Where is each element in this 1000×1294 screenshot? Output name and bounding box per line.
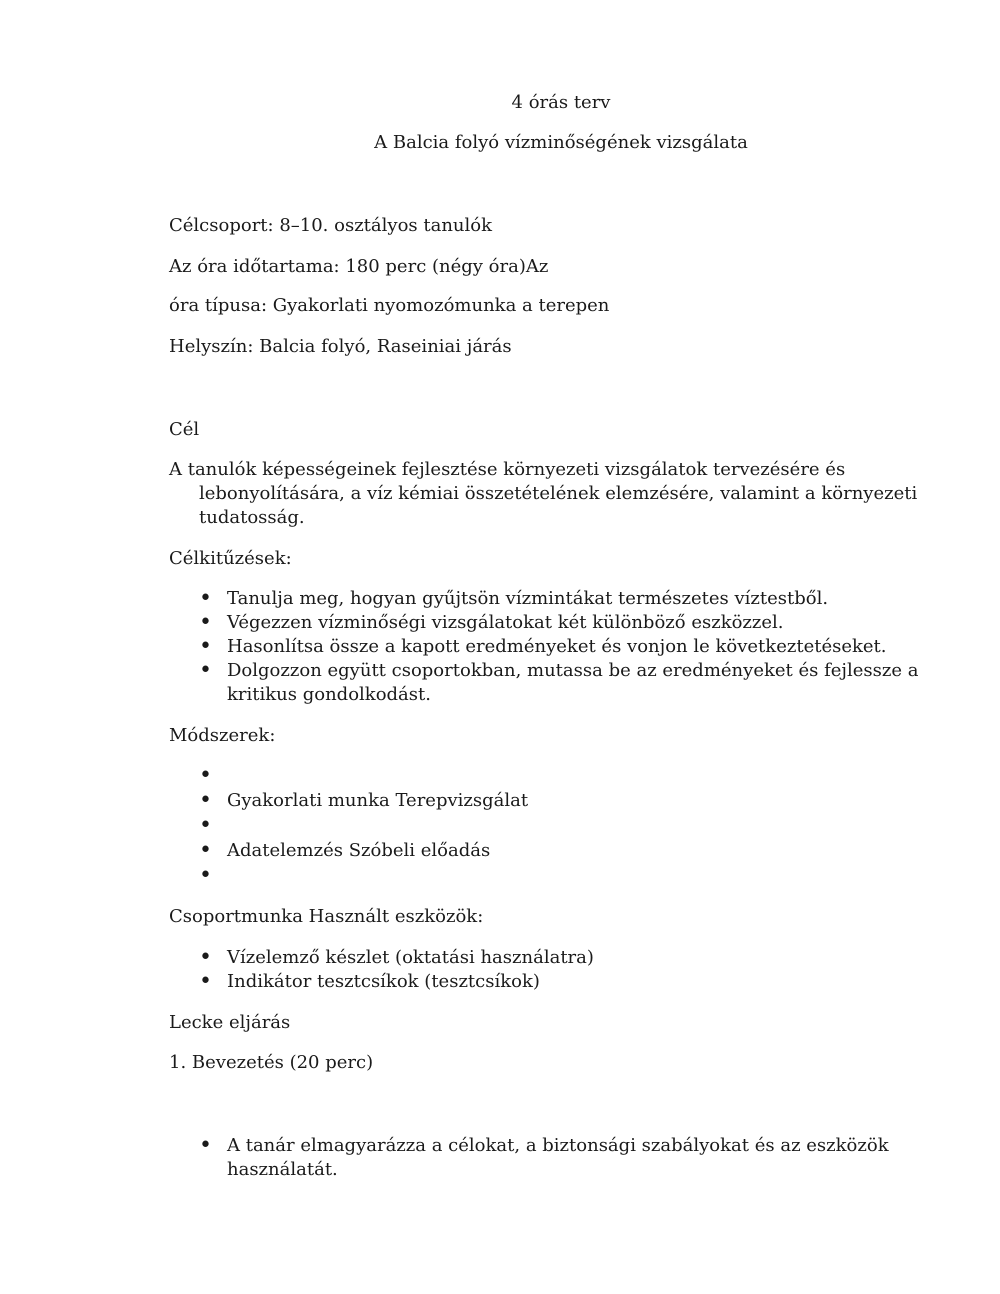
list-item: • Tanulja meg, hogyan gyűjtsön vízmintákat természetes víztestből.	[199, 586, 829, 611]
target-group: Célcsoport: 8–10. osztályos tanulók	[169, 215, 493, 236]
list-item: • Vízelemző készlet (oktatási használatra)	[199, 945, 594, 970]
bullet-icon: •	[199, 838, 212, 863]
page-title: 4 órás terv	[511, 92, 611, 113]
list-item: • Adatelemzés Szóbeli előadás	[199, 838, 491, 863]
list-item: • Dolgozzon együtt csoportokban, mutassa be az eredményeket és fejlessze a kritikus gondolkodást.	[199, 658, 919, 705]
objectives-heading: Célkitűzések:	[169, 548, 292, 569]
objectives-list	[169, 587, 929, 707]
procedure-step-1: 1. Bevezetés (20 perc)	[169, 1052, 374, 1073]
bullet-icon: •	[199, 788, 212, 813]
list-item: • A tanár elmagyarázza a célokat, a biztonsági szabályokat és az eszközök használatát.	[199, 1133, 889, 1180]
goal-heading: Cél	[169, 419, 200, 440]
bullet-icon: •	[199, 763, 212, 788]
bullet-icon: •	[199, 610, 212, 635]
bullet-icon: •	[199, 1133, 212, 1158]
goal-text: A tanulók képességeinek fejlesztése környezeti vizsgálatok tervezésére és lebonyolítására, a víz kémiai összetételének elemzésére, valamint a környezeti tudatosság.	[169, 459, 918, 528]
page-subtitle: A Balcia folyó vízminőségének vizsgálata	[374, 132, 748, 153]
lesson-type: óra típusa: Gyakorlati nyomozómunka a terepen	[169, 295, 610, 316]
bullet-icon: •	[199, 813, 212, 838]
duration: Az óra időtartama: 180 perc (négy óra)Az	[169, 256, 549, 277]
list-item: • Indikátor tesztcsíkok (tesztcsíkok)	[199, 969, 540, 994]
list-item: • Hasonlítsa össze a kapott eredményeket és vonjon le következtetéseket.	[199, 634, 887, 659]
list-item	[169, 764, 929, 789]
methods-heading: Módszerek:	[169, 725, 276, 746]
bullet-icon: •	[199, 863, 212, 888]
list-item: • Végezzen vízminőségi vizsgálatokat két különböző eszközzel.	[199, 610, 784, 635]
step1-list	[169, 1134, 929, 1182]
bullet-icon: •	[199, 658, 212, 683]
bullet-icon: •	[199, 945, 212, 970]
list-item	[169, 864, 929, 889]
list-item: • Gyakorlati munka Terepvizsgálat	[199, 788, 529, 813]
methods-list	[169, 764, 929, 889]
tools-list	[169, 946, 929, 994]
bullet-icon: •	[199, 634, 212, 659]
procedure-heading: Lecke eljárás	[169, 1012, 291, 1033]
location: Helyszín: Balcia folyó, Raseiniai járás	[169, 336, 512, 357]
tools-heading: Csoportmunka Használt eszközök:	[169, 906, 484, 927]
list-item	[169, 814, 929, 839]
bullet-icon: •	[199, 969, 212, 994]
bullet-icon: •	[199, 586, 212, 611]
